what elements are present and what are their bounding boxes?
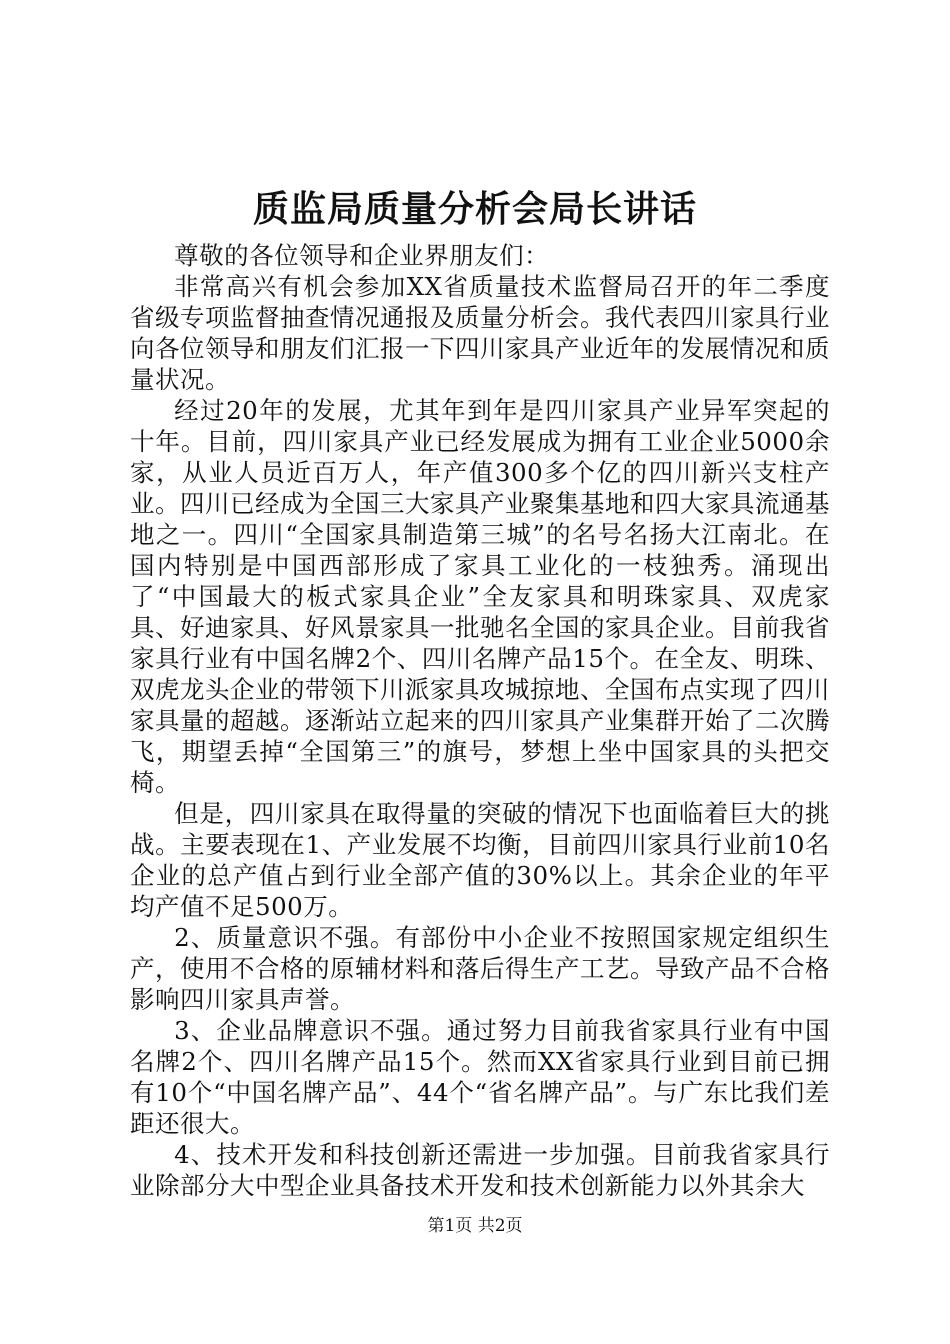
body-paragraph: 经过20年的发展，尤其年到年是四川家具产业异军突起的十年。目前，四川家具产业已经发展成为拥有工业企业5000余家，从业人员近百万人，年产值300多个亿的四川新兴支柱产业。四川已经成为全国三大家具产业聚集基地和四大家具流通基地之一。四川“全国家具制造第三城”的名号名扬大江南北。在国内特别是中国西部形成了家具工业化的一枝独秀。涌现出了“中国最大的板式家具企业”全友家具和明珠家具、双虎家具、好迪家具、好风景家具一批驰名全国的家具企业。目前我省家具行业有中国名牌2个、四川名牌产品15个。在全友、明珠、双虎龙头企业的带领下川派家具攻城掠地、全国布点实现了四川家具量的超越。逐渐站立起来的四川家具产业集群开始了二次腾飞，期望丢掉“全国第三”的旗号，梦想上坐中国家具的头把交椅。 [130, 396, 830, 797]
body-paragraph: 3、企业品牌意识不强。通过努力目前我省家具行业有中国名牌2个、四川名牌产品15个。然而XX省家具行业到目前已拥有10个“中国名牌产品”、44个“省名牌产品”。与广东比我们差距还很大。 [130, 1016, 830, 1138]
page-number-footer: 第1页 共2页 [427, 1216, 523, 1236]
body-paragraph: 2、质量意识不强。有部份中小企业不按照国家规定组织生产，使用不合格的原辅材料和落后得生产工艺。导致产品不合格影响四川家具声誉。 [130, 923, 830, 1014]
body-paragraph: 但是，四川家具在取得量的突破的情况下也面临着巨大的挑战。主要表现在1、产业发展不均衡，目前四川家具行业前10名企业的总产值占到行业全部产值的30%以上。其余企业的年平均产值不足500万。 [130, 799, 830, 921]
body-paragraph: 非常高兴有机会参加XX省质量技术监督局召开的年二季度省级专项监督抽查情况通报及质量分析会。我代表四川家具行业向各位领导和朋友们汇报一下四川家具产业近年的发展情况和质量状况。 [130, 272, 830, 394]
salutation-paragraph: 尊敬的各位领导和企业界朋友们： [174, 241, 550, 270]
document-title: 质监局质量分析会局长讲话 [252, 188, 697, 230]
document-body [130, 240, 830, 1201]
body-paragraph: 4、技术开发和科技创新还需进一步加强。目前我省家具行业除部分大中型企业具备技术开发和技术创新能力以外其余大 [130, 1140, 830, 1200]
